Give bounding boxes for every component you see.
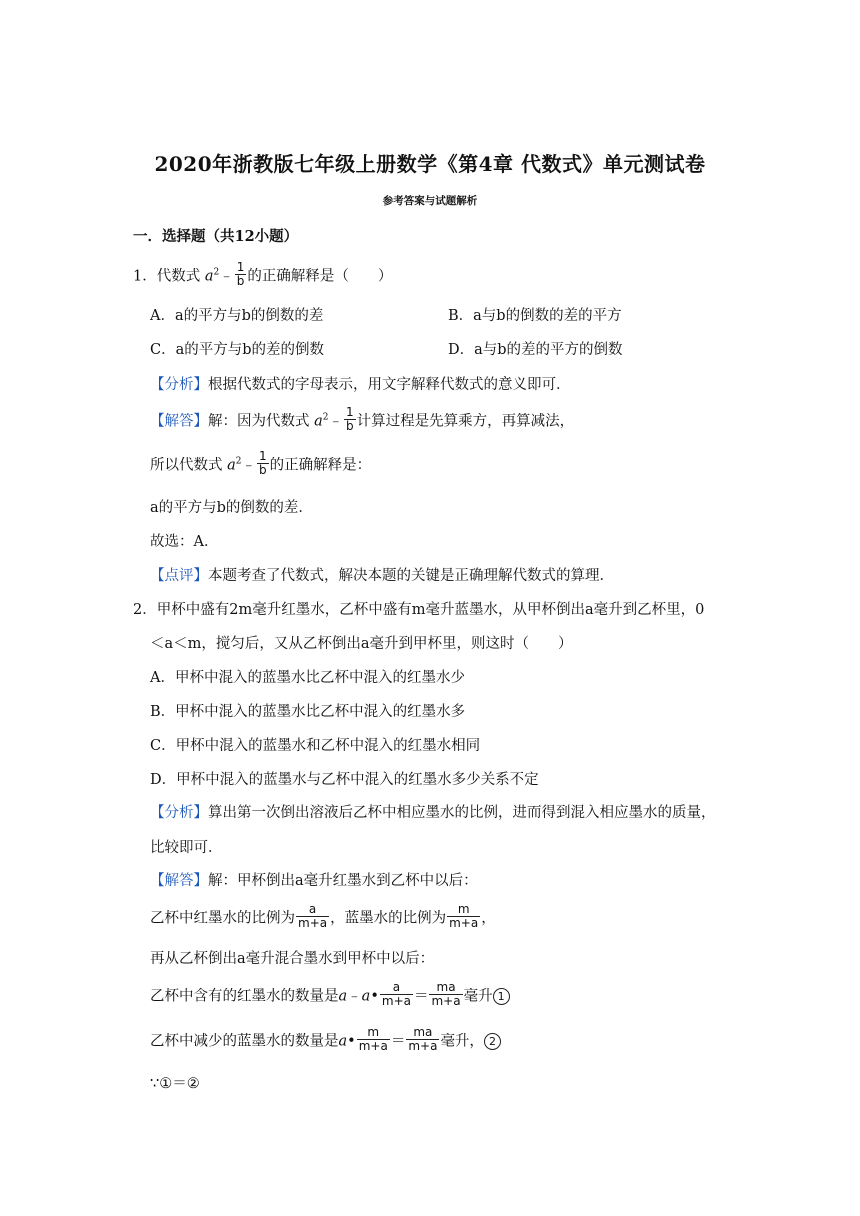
q2-answer-line-2: 乙杯中红墨水的比例为 $\frac{a}{m+a}$ ，蓝墨水的比例为 $\frac{m}{m+a}$ ， (150, 902, 496, 930)
fraction: $\frac{ma}{m+a}$ (431, 980, 461, 1008)
fraction: $\frac{a}{m+a}$ (298, 902, 328, 930)
page-subtitle: 参考答案与试题解析 (382, 195, 478, 207)
q2-analysis-line-1: 【分析】算出第一次倒出溶液后乙杯中相应墨水的比例，进而得到混入相应墨水的质量， (150, 805, 716, 821)
circled-two-icon: 2 (484, 1033, 501, 1050)
q2-option-c[interactable]: C．甲杯中混入的蓝墨水和乙杯中混入的红墨水相同 (150, 738, 481, 754)
fraction: $\frac{m}{m+a}$ (358, 1025, 388, 1053)
q2-answer-line-5: 乙杯中减少的蓝墨水的数量是a• $\frac{m}{m+a}$ ＝ $\frac{ma}{m+a}$ 毫升， 2 (150, 1028, 501, 1055)
analysis-tag: 【分析】 (150, 377, 208, 393)
q1-comment: 【点评】本题考查了代数式，解决本题的关键是正确理解代数式的算理． (150, 568, 614, 584)
q2-option-b[interactable]: B．甲杯中混入的蓝墨水比乙杯中混入的红墨水多 (150, 704, 466, 720)
fraction: $\frac{1}{b}$ (259, 449, 267, 477)
answer-tag: 【解答】 (150, 413, 208, 430)
fraction: $\frac{a}{m+a}$ (381, 980, 411, 1008)
q1-analysis: 【分析】根据代数式的字母表示，用文字解释代数式的意义即可． (150, 377, 571, 393)
q1-option-d[interactable]: D．a与b的差的平方的倒数 (448, 342, 623, 358)
fraction: $\frac{1}{b}$ (236, 260, 245, 288)
analysis-tag: 【分析】 (150, 805, 208, 821)
section-heading: 一．选择题（共12小题） (133, 228, 299, 245)
q2-answer-line-1: 【解答】解：甲杯倒出a毫升红墨水到乙杯中以后： (150, 873, 478, 889)
q1-answer-line-4: 故选：A． (150, 534, 219, 550)
fraction: $\frac{1}{b}$ (346, 405, 354, 433)
page-title: 2020年浙教版七年级上册数学《第4章 代数式》单元测试卷 (154, 152, 706, 176)
comment-tag: 【点评】 (150, 568, 208, 584)
q1-option-c[interactable]: C．a的平方与b的差的倒数 (150, 342, 325, 358)
q2-analysis-line-2: 比较即可． (150, 840, 223, 856)
q1-option-a[interactable]: A．a的平方与b的倒数的差 (150, 308, 324, 324)
q2-answer-line-6: ∵①＝② (150, 1076, 200, 1092)
q1-answer-line-1: 【解答】解：因为代数式 $a^2﹣$ $\frac{1}{b}$ 计算过程是先算乘方，再算减法， (150, 405, 575, 433)
q2-stem-line-1: 2．甲杯中盛有2m毫升红墨水，乙杯中盛有m毫升蓝墨水，从甲杯倒出a毫升到乙杯里，0 (133, 602, 705, 618)
q1-answer-line-2: 所以代数式 $a^2﹣$ $\frac{1}{b}$ 的正确解释是： (150, 449, 372, 477)
fraction: $\frac{ma}{m+a}$ (408, 1025, 438, 1053)
answer-tag: 【解答】 (150, 873, 208, 889)
q1-option-b[interactable]: B．a与b的倒数的差的平方 (448, 308, 622, 324)
q1-answer-line-3: a的平方与b的倒数的差． (150, 500, 313, 516)
q2-answer-line-4: 乙杯中含有的红墨水的数量是a﹣a• $\frac{a}{m+a}$ ＝ $\frac{ma}{m+a}$ 毫升 1 (150, 983, 510, 1010)
q2-answer-line-3: 再从乙杯倒出a毫升混合墨水到甲杯中以后： (150, 951, 435, 967)
q2-stem-line-2: ＜a＜m，搅匀后，又从乙杯倒出a毫升到甲杯里，则这时（ ） (150, 636, 573, 652)
circled-one-icon: 1 (493, 988, 510, 1005)
q2-option-a[interactable]: A．甲杯中混入的蓝墨水比乙杯中混入的红墨水少 (150, 670, 465, 686)
q1-stem: 1．代数式 $a^2﹣$ $\frac{1}{b}$ 的正确解释是（ ） (133, 260, 393, 288)
fraction: $\frac{m}{m+a}$ (449, 902, 479, 930)
q2-option-d[interactable]: D．甲杯中混入的蓝墨水与乙杯中混入的红墨水多少关系不定 (150, 772, 539, 788)
